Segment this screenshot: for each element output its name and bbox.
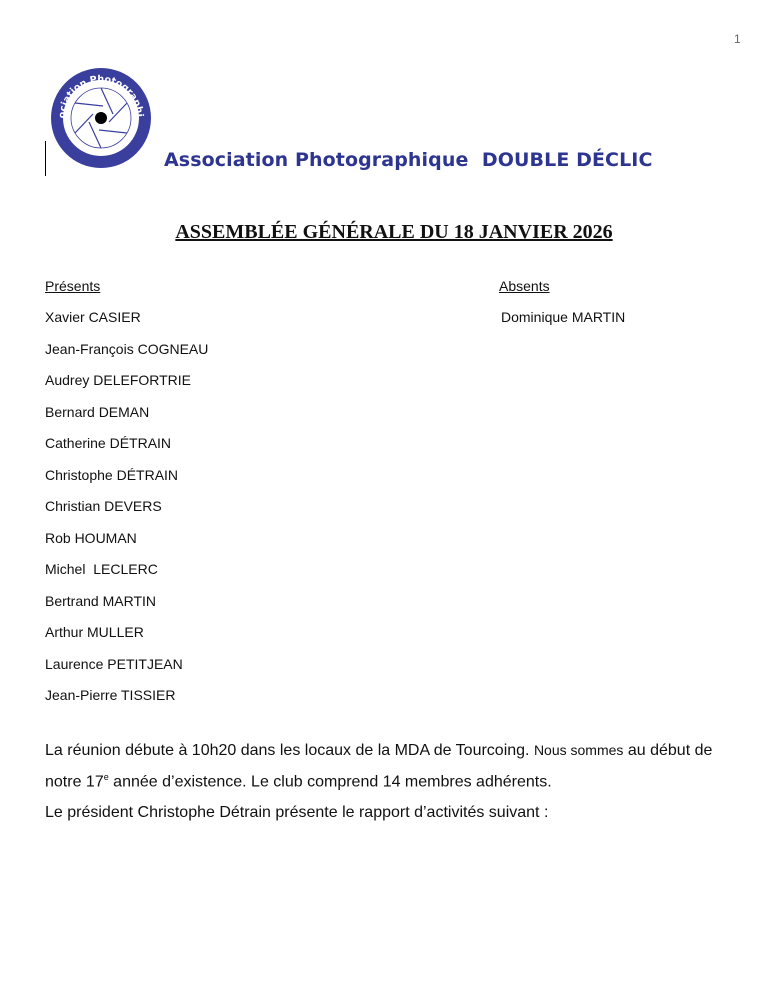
- logo-text-bottom: DOUBLE DÉCLIC: [68, 125, 134, 153]
- paragraph-text: au début de notre 17: [45, 742, 713, 791]
- logo-text-top: ociation Photographi: [56, 73, 146, 119]
- page-number: 1: [734, 32, 741, 46]
- present-heading: Présents: [45, 278, 101, 294]
- association-title: Association Photographique DOUBLE DÉCLIC: [164, 149, 653, 171]
- list-item: Michel LECLERC: [45, 561, 158, 577]
- list-item: Christian DEVERS: [45, 498, 162, 514]
- document-title: ASSEMBLÉE GÉNÉRALE DU 18 JANVIER 2026: [175, 221, 613, 243]
- paragraph-text: année d’existence. Le club comprend 14 membres adhérents.: [108, 773, 552, 791]
- absent-heading: Absents: [499, 278, 550, 294]
- paragraph-text-small: Nous sommes: [533, 742, 624, 758]
- list-item: Bertrand MARTIN: [45, 592, 156, 609]
- list-item: Bernard DEMAN: [45, 403, 150, 420]
- list-item: Xavier CASIER: [45, 309, 141, 325]
- list-item: Laurence PETITJEAN: [45, 655, 183, 672]
- paragraph-report: Le président Christophe Détrain présente le rapport d’activités suivant :: [45, 804, 549, 821]
- superscript: e: [103, 772, 109, 782]
- text-cursor: [45, 141, 46, 176]
- list-item: Catherine DÉTRAIN: [45, 435, 172, 451]
- list-item: Jean-François COGNEAU: [45, 340, 209, 357]
- list-item: Arthur MULLER: [45, 624, 144, 640]
- list-item: Audrey DELEFORTRIE: [45, 372, 192, 388]
- paragraph-text: La réunion débute à 10h20 dans les locaux de la MDA de Tourcoing.: [45, 742, 534, 759]
- paragraph-intro: [45, 737, 745, 795]
- list-item: Jean-Pierre TISSIER: [45, 687, 176, 703]
- list-item: Christophe DÉTRAIN: [45, 466, 179, 483]
- present-list: [45, 309, 208, 719]
- absent-list: [501, 309, 625, 326]
- association-logo: [49, 66, 153, 170]
- list-item: Rob HOUMAN: [45, 529, 137, 546]
- list-item: Dominique MARTIN: [501, 309, 626, 325]
